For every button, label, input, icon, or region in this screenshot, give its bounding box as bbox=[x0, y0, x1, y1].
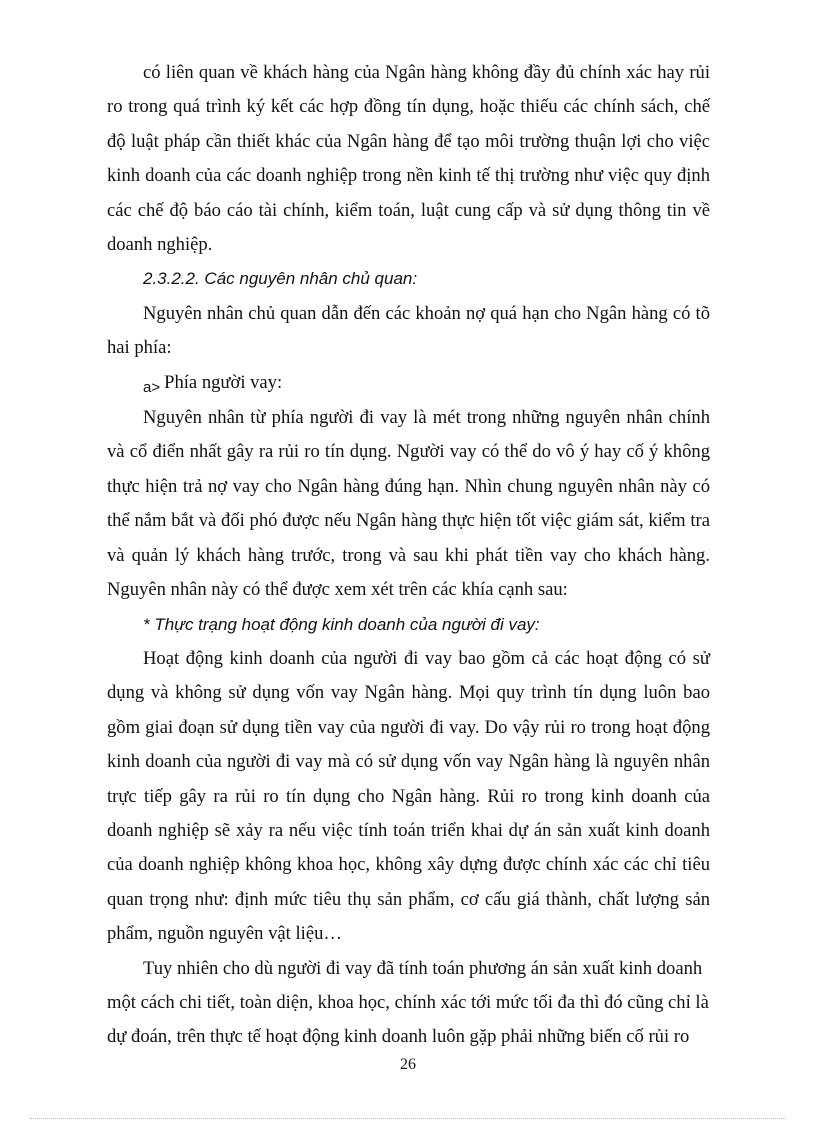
paragraph-however: Tuy nhiên cho dù người đi vay đã tính toán phương án sản xuất kinh doanh một cách chi tiết, toàn diện, khoa học, chính xác tới mức tối đa thì đó cũng chỉ là dự đoán, trên thực tế hoạt động kinh doanh luôn gặp phải những biến cố rủi ro bbox=[107, 957, 709, 1048]
page-number: 26 bbox=[400, 1056, 416, 1073]
body-text bbox=[107, 56, 710, 1055]
sub-heading-label: Phía người vay: bbox=[164, 371, 283, 393]
paragraph-intro: Nguyên nhân chủ quan dẫn đến các khoản nợ quá hạn cho Ngân hàng có tõ hai phía: bbox=[107, 302, 710, 359]
bullet-heading-business: * Thực trạng hoạt động kinh doanh của người đi vay: bbox=[143, 614, 540, 634]
paragraph-business-activity: Hoạt động kinh doanh của người đi vay bao gồm cả các hoạt động có sử dụng và không sử dụng vốn vay Ngân hàng. Mọi quy trình tín dụng luôn bao gồm giai đoạn sử dụng tiền vay của người đi vay. Do vậy rủi ro trong hoạt động kinh doanh của người đi vay mà có sử dụng vốn vay Ngân hàng là nguyên nhân trực tiếp gây ra rủi ro tín dụng cho Ngân hàng. Rủi ro trong kinh doanh của doanh nghiệp sẽ xảy ra nếu việc tính toán triển khai dự án sản xuất kinh doanh của doanh nghiệp không khoa học, không xây dựng được chính xác các chỉ tiêu quan trọng như: định mức tiêu thụ sản phẩm, cơ cấu giá thành, chất lượng sản phẩm, nguồn nguyên vật liệu… bbox=[107, 647, 710, 945]
sub-heading-borrower bbox=[107, 366, 710, 401]
paragraph-continuation: có liên quan về khách hàng của Ngân hàng không đầy đủ chính xác hay rủi ro trong quá trình ký kết các hợp đồng tín dụng, hoặc thiếu các chính sách, chế độ luật pháp cần thiết khác của Ngân hàng để tạo môi trường thuận lợi cho việc kinh doanh của các doanh nghiệp trong nền kinh tế thị trường như việc quy định các chế độ báo cáo tài chính, kiểm toán, luật cung cấp và sử dụng thông tin về doanh nghiệp. bbox=[107, 62, 710, 256]
footer-divider bbox=[30, 1118, 786, 1119]
section-heading: 2.3.2.2. Các nguyên nhân chủ quan: bbox=[143, 269, 418, 289]
list-marker: a> bbox=[143, 378, 161, 396]
paragraph-borrower-cause: Nguyên nhân từ phía người đi vay là mét trong những nguyên nhân chính và cổ điển nhất gây ra rủi ro tín dụng. Người vay có thể do vô ý hay cố ý không thực hiện trả nợ vay cho Ngân hàng đúng hạn. Nhìn chung nguyên nhân này có thể nắm bắt và đối phó được nếu Ngân hàng thực hiện tốt việc giám sát, kiểm tra và quản lý khách hàng trước, trong và sau khi phát tiền vay cho khách hàng. Nguyên nhân này có thể được xem xét trên các khía cạnh sau: bbox=[107, 407, 710, 601]
